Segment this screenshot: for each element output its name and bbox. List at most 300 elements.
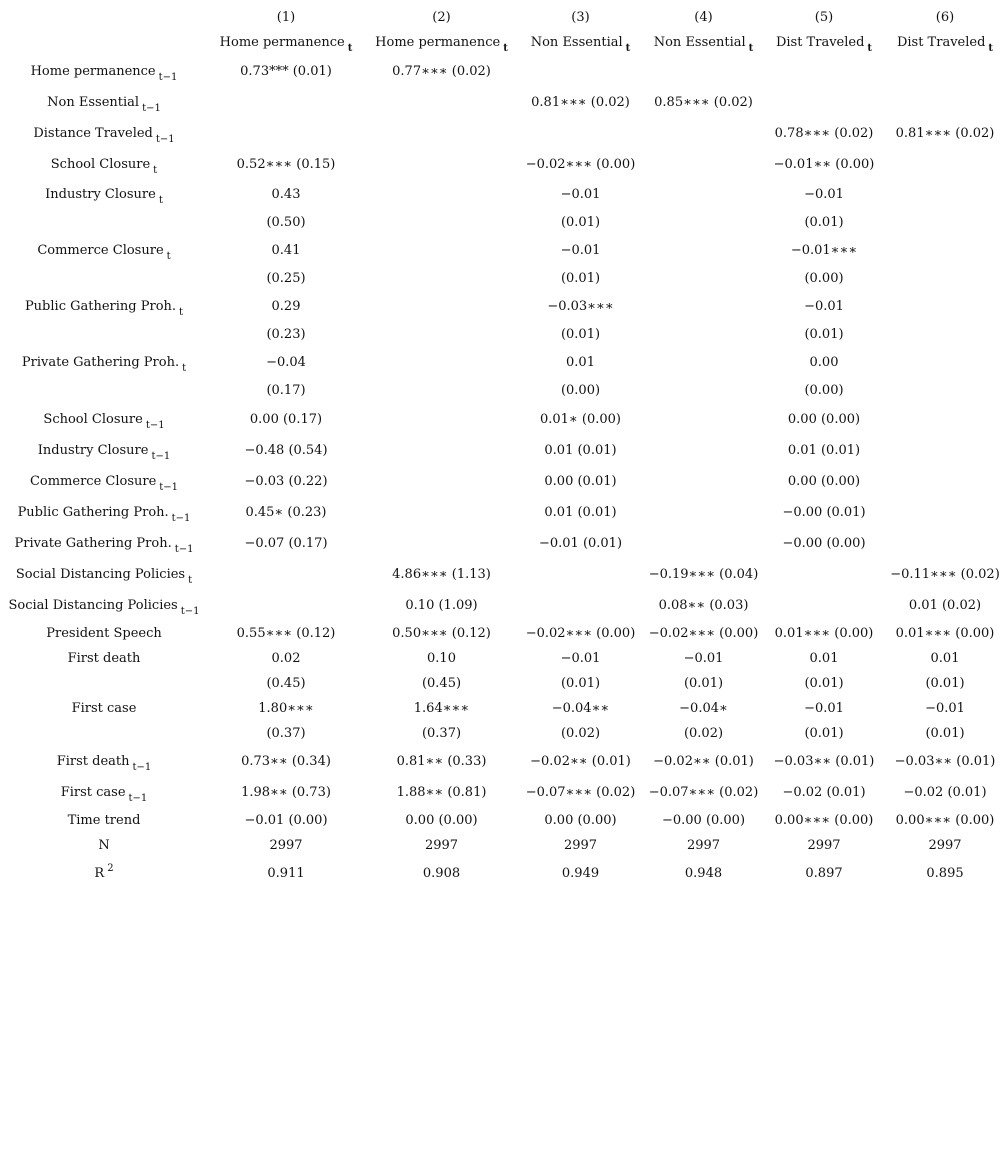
row-label [0,118,208,149]
table-cell [883,56,1007,87]
table-cell: 0.01 (0.02) [908,598,982,613]
table-cell: 0.908 [422,866,461,881]
table-cell: (0.45) [421,676,462,691]
table-cell [642,528,765,559]
table-cell: 0.00 (0.00) [544,813,617,828]
table-cell: 0.01∗∗∗ (0.00) [774,626,874,641]
table-cell [642,118,765,149]
table-cell: 0.41 [271,242,301,258]
table-cell: 0.81∗∗∗ (0.02) [531,95,630,110]
column-header [519,28,642,56]
table-cell: (0.01) [560,214,601,230]
table-cell: −0.01∗∗ (0.00) [773,157,875,172]
table-row [0,646,1007,671]
column-number: (6) [935,9,955,25]
table-cell: 0.00 [809,354,839,370]
table-cell: −0.01 [804,298,844,314]
table-cell: 0.43 [271,186,301,202]
table-cell [642,376,765,404]
row-label [0,559,208,590]
table-cell [883,264,1007,292]
table-cell [208,87,364,118]
table-cell [883,149,1007,180]
column-name: Dist Traveled [896,34,986,50]
row-label-text: First case [60,785,126,800]
table-cell [364,435,519,466]
table-cell: 0.85∗∗∗ (0.02) [654,95,753,110]
table-cell: 0.01 (0.01) [544,443,617,458]
table-cell: 0.00 (0.00) [405,813,478,828]
column-name: Dist Traveled [775,34,865,50]
table-cell: (0.23) [266,326,306,342]
table-cell: 0.55∗∗∗ (0.12) [236,626,336,641]
regression-table [0,6,1007,889]
table-cell: −0.11∗∗∗ (0.02) [890,567,1000,582]
table-cell: (0.01) [804,326,844,342]
row-label-subscript: t−1 [128,793,148,804]
table-cell: −0.01 [560,186,601,202]
table-cell [519,56,642,87]
row-label [0,466,208,497]
table-cell: 0.45∗ (0.23) [245,505,327,520]
column-subscript: t [625,42,631,54]
table-cell [364,404,519,435]
row-label-subscript: t−1 [174,544,194,555]
table-cell [364,208,519,236]
table-cell [208,559,364,590]
table-cell: 0.01 [809,651,839,666]
column-name: Non Essential [653,34,746,50]
row-label-text: School Closure [43,412,143,427]
column-header [364,28,519,56]
row-label [0,149,208,180]
table-cell [883,404,1007,435]
row-label-subscript: t−1 [158,72,178,83]
table-cell: (0.00) [560,382,601,398]
table-cell: −0.19∗∗∗ (0.04) [648,567,759,582]
row-label-subscript: t−1 [132,762,152,773]
row-label-text: Commerce Closure [37,242,164,258]
table-cell [642,404,765,435]
table-cell [364,264,519,292]
table-cell: 0.52∗∗∗ (0.15) [236,157,336,172]
table-cell [364,149,519,180]
table-cell [765,56,883,87]
column-number-row [0,6,1007,28]
table-cell: (0.01) [925,726,965,741]
table-cell [642,348,765,376]
table-cell: 0.81∗∗∗ (0.02) [895,126,995,141]
table-cell: (0.01) [925,676,965,691]
row-label [0,180,208,208]
column-number: (3) [571,9,590,25]
table-cell: −0.01 [804,186,844,202]
table-cell: −0.07∗∗∗ (0.02) [525,785,636,800]
table-cell [364,376,519,404]
table-cell [883,348,1007,376]
row-label [0,621,208,646]
table-cell: (0.17) [266,382,306,398]
table-cell: 4.86∗∗∗ (1.13) [392,567,491,582]
row-label [0,87,208,118]
table-cell: (0.50) [266,214,306,230]
table-cell [364,320,519,348]
table-cell [642,292,765,320]
table-cell: −0.03∗∗ (0.01) [894,754,996,769]
table-cell: −0.01 (0.00) [244,813,328,828]
table-cell: (0.02) [560,726,601,741]
row-label-text: First death [67,651,141,666]
column-name-row [0,28,1007,56]
row-label-subscript: t [188,575,193,586]
column-subscript: t [347,42,353,54]
table-cell [765,559,883,590]
table-body [0,56,1007,889]
table-cell: (0.01) [804,726,844,741]
column-subscript: t [988,42,994,54]
table-cell: 0.01∗ (0.00) [539,412,621,427]
table-cell: 0.897 [805,866,843,881]
row-label-subscript: t−1 [180,606,200,617]
table-cell: (0.01) [804,676,844,691]
table-cell: 0.895 [926,866,964,881]
table-row [0,376,1007,404]
table-cell: (0.01) [683,676,724,691]
table-cell: −0.01 (0.01) [538,536,623,551]
table-cell: 0.10 [427,651,456,666]
row-label-text: Public Gathering Proh. [17,505,169,520]
table-cell: 1.64∗∗∗ [413,701,470,716]
table-cell [883,292,1007,320]
table-cell: 2997 [807,838,841,853]
table-row [0,320,1007,348]
table-row [0,435,1007,466]
row-label-subscript: t−1 [155,134,175,145]
table-cell [364,118,519,149]
table-cell [883,435,1007,466]
table-row [0,858,1007,889]
table-row [0,696,1007,721]
table-cell [642,180,765,208]
table-cell [883,320,1007,348]
table-cell: −0.00 (0.00) [661,813,746,828]
table-cell: −0.03∗∗∗ [547,298,614,314]
row-label-text: School Closure [50,157,151,172]
table-cell: −0.01 [925,701,965,716]
column-subscript: t [503,42,508,54]
table-cell: −0.01 [683,651,724,666]
column-header [642,28,765,56]
row-label [0,833,208,858]
row-label-subscript: t [153,165,158,176]
table-cell: 0.01∗∗∗ (0.00) [895,626,995,641]
column-number: (1) [276,9,296,25]
table-cell: −0.01 [560,242,601,258]
table-cell: 0.01 [566,354,595,370]
table-row [0,497,1007,528]
row-label [0,404,208,435]
row-label [0,777,208,808]
table-cell [364,348,519,376]
table-cell: −0.00 (0.00) [782,536,866,551]
table-cell [642,435,765,466]
row-label [0,497,208,528]
row-label [0,348,208,376]
table-cell: 0.00 (0.17) [249,412,323,427]
row-label [0,56,208,87]
table-cell: (0.01) [804,214,844,230]
table-cell: −0.03 (0.22) [244,474,328,489]
row-label [0,264,208,292]
table-cell: 2997 [928,838,962,853]
table-cell: 0.00 (0.01) [544,474,617,489]
table-cell [364,466,519,497]
row-label-text: Non Essential [47,95,140,110]
table-cell: 0.01 (0.01) [787,443,861,458]
row-label [0,671,208,696]
table-cell [883,497,1007,528]
row-label-text: Commerce Closure [29,474,157,489]
table-cell: 0.81∗∗ (0.33) [396,754,487,769]
table-cell [364,292,519,320]
table-cell: −0.07∗∗∗ (0.02) [648,785,759,800]
row-label-text: Industry Closure [45,186,156,202]
table-row [0,808,1007,833]
table-cell: 2997 [563,838,598,853]
row-label-text: Industry Closure [37,443,149,458]
table-cell [642,149,765,180]
table-cell: (0.01) [560,270,601,286]
table-row [0,746,1007,777]
table-cell [642,320,765,348]
column-number: (2) [432,9,451,25]
table-cell: −0.00 (0.01) [782,505,866,520]
table-cell: 0.78∗∗∗ (0.02) [774,126,874,141]
row-label [0,292,208,320]
table-cell: 0.50∗∗∗ (0.12) [392,626,491,641]
table-cell: −0.04 [266,354,306,370]
table-cell [642,497,765,528]
table-row [0,149,1007,180]
header-corner [0,6,208,28]
column-number: (5) [814,9,834,25]
row-label [0,528,208,559]
row-label-text: First case [71,701,137,716]
table-row [0,56,1007,87]
table-cell: (0.00) [804,270,844,286]
row-label-text: President Speech [46,626,162,641]
table-cell: −0.07 (0.17) [244,536,328,551]
table-cell: 2997 [686,838,721,853]
table-cell: 0.948 [684,866,723,881]
table-cell: 0.10 (1.09) [405,598,478,613]
column-subscript: t [748,42,754,54]
table-cell: −0.02∗∗ (0.01) [653,754,754,769]
row-label-subscript: t−1 [142,103,161,114]
table-cell: 1.98∗∗ (0.73) [241,785,331,800]
table-row [0,528,1007,559]
table-cell [883,180,1007,208]
table-cell [883,528,1007,559]
table-row [0,466,1007,497]
row-label [0,858,208,889]
table-cell [642,208,765,236]
row-label-text: First death [56,754,130,769]
row-label-subscript: t−1 [171,513,191,524]
column-name: Home permanence [219,34,345,50]
row-label [0,208,208,236]
table-cell: 0.08∗∗ (0.03) [658,598,749,613]
row-label-text: Time trend [67,813,141,828]
row-label-text: Private Gathering Proh. [21,354,180,370]
row-label-subscript: t [182,362,187,374]
row-label-text: N [98,838,110,853]
row-label-text: Distance Traveled [33,126,153,141]
table-row [0,180,1007,208]
row-label [0,721,208,746]
table-cell [642,264,765,292]
table-cell [642,56,765,87]
table-cell: 0.00 (0.00) [787,474,861,489]
row-label-text: Social Distancing Policies [8,598,178,613]
table-cell [765,87,883,118]
table-cell: 1.88∗∗ (0.81) [396,785,487,800]
row-label [0,808,208,833]
table-row [0,833,1007,858]
row-label [0,320,208,348]
column-name: Home permanence [375,34,501,50]
table-cell: 0.29 [271,298,301,314]
table-cell: 0.73∗∗ (0.34) [241,754,331,769]
row-label [0,435,208,466]
row-label-text: Home permanence [30,64,156,79]
column-subscript: t [867,42,873,54]
table-cell: −0.02∗∗ (0.01) [530,754,631,769]
row-label-superscript: 2 [107,863,114,874]
table-row [0,292,1007,320]
table-row [0,590,1007,621]
table-cell [883,376,1007,404]
table-cell: −0.04∗∗ [551,701,610,716]
table-cell: −0.02∗∗∗ (0.00) [648,626,759,641]
table-cell: 0.911 [267,866,305,881]
table-cell [883,208,1007,236]
table-cell: (0.45) [266,676,306,691]
row-label [0,646,208,671]
table-cell: −0.48 (0.54) [244,443,328,458]
table-cell: −0.01 [804,701,844,716]
row-label [0,236,208,264]
table-cell [364,180,519,208]
table-cell [208,118,364,149]
header-corner [0,28,208,56]
table-cell: (0.01) [560,676,601,691]
column-number: (4) [694,9,713,25]
table-cell [364,497,519,528]
table-cell: 0.00∗∗∗ (0.00) [895,813,995,828]
table-cell: −0.02 (0.01) [782,785,866,800]
table-cell [883,236,1007,264]
table-cell [364,236,519,264]
table-cell: 0.77∗∗∗ (0.02) [392,64,491,79]
table-cell: −0.01 [560,651,601,666]
table-row [0,118,1007,149]
row-label-text: Public Gathering Proh. [24,298,177,314]
table-row [0,559,1007,590]
table-row [0,348,1007,376]
table-cell: −0.01∗∗∗ [790,242,858,258]
table-row [0,404,1007,435]
table-row [0,671,1007,696]
table-cell [519,559,642,590]
table-row [0,264,1007,292]
table-row [0,208,1007,236]
table-cell: 2997 [269,838,303,853]
table-cell [519,118,642,149]
column-header [883,28,1007,56]
table-cell: 0.00∗∗∗ (0.00) [774,813,874,828]
row-label-subscript: t−1 [145,420,165,431]
table-cell: 0.73*** (0.01) [240,64,332,79]
table-cell: (0.00) [804,382,844,398]
row-label-text: Social Distancing Policies [15,567,186,582]
table-row [0,777,1007,808]
column-header [208,28,364,56]
row-label-subscript: t [158,194,163,206]
table-cell [883,87,1007,118]
row-label-text: R [94,866,105,881]
table-cell: −0.02∗∗∗ (0.00) [525,157,636,172]
table-cell: 1.80∗∗∗ [258,701,314,716]
row-label [0,590,208,621]
table-cell: −0.02∗∗∗ (0.00) [525,626,636,641]
table-cell: 0.949 [561,866,600,881]
column-name: Non Essential [530,34,623,50]
table-cell [642,236,765,264]
table-cell: 0.00 (0.00) [787,412,861,427]
table-cell: (0.01) [560,326,601,342]
table-cell: 2997 [424,838,459,853]
table-row [0,87,1007,118]
table-cell [208,590,364,621]
table-cell [642,466,765,497]
table-cell: (0.25) [266,270,306,286]
table-cell: 0.01 [930,651,960,666]
row-label [0,696,208,721]
table-cell: −0.04∗ [679,701,728,716]
row-label-subscript: t [179,306,184,318]
table-cell [364,87,519,118]
table-cell: 0.01 (0.01) [544,505,617,520]
row-label-subscript: t [166,250,171,262]
table-cell: −0.02 (0.01) [903,785,987,800]
table-cell [765,590,883,621]
table-cell: 0.02 [271,651,301,666]
table-cell: (0.37) [421,726,462,741]
table-row [0,621,1007,646]
table-cell [364,528,519,559]
table-row [0,236,1007,264]
table-row [0,721,1007,746]
row-label [0,746,208,777]
row-label-subscript: t−1 [159,482,179,493]
table-cell: (0.02) [683,726,724,741]
row-label-subscript: t−1 [151,451,171,462]
column-header [765,28,883,56]
row-label [0,376,208,404]
table-cell: (0.37) [266,726,306,741]
row-label-text: Private Gathering Proh. [14,536,172,551]
